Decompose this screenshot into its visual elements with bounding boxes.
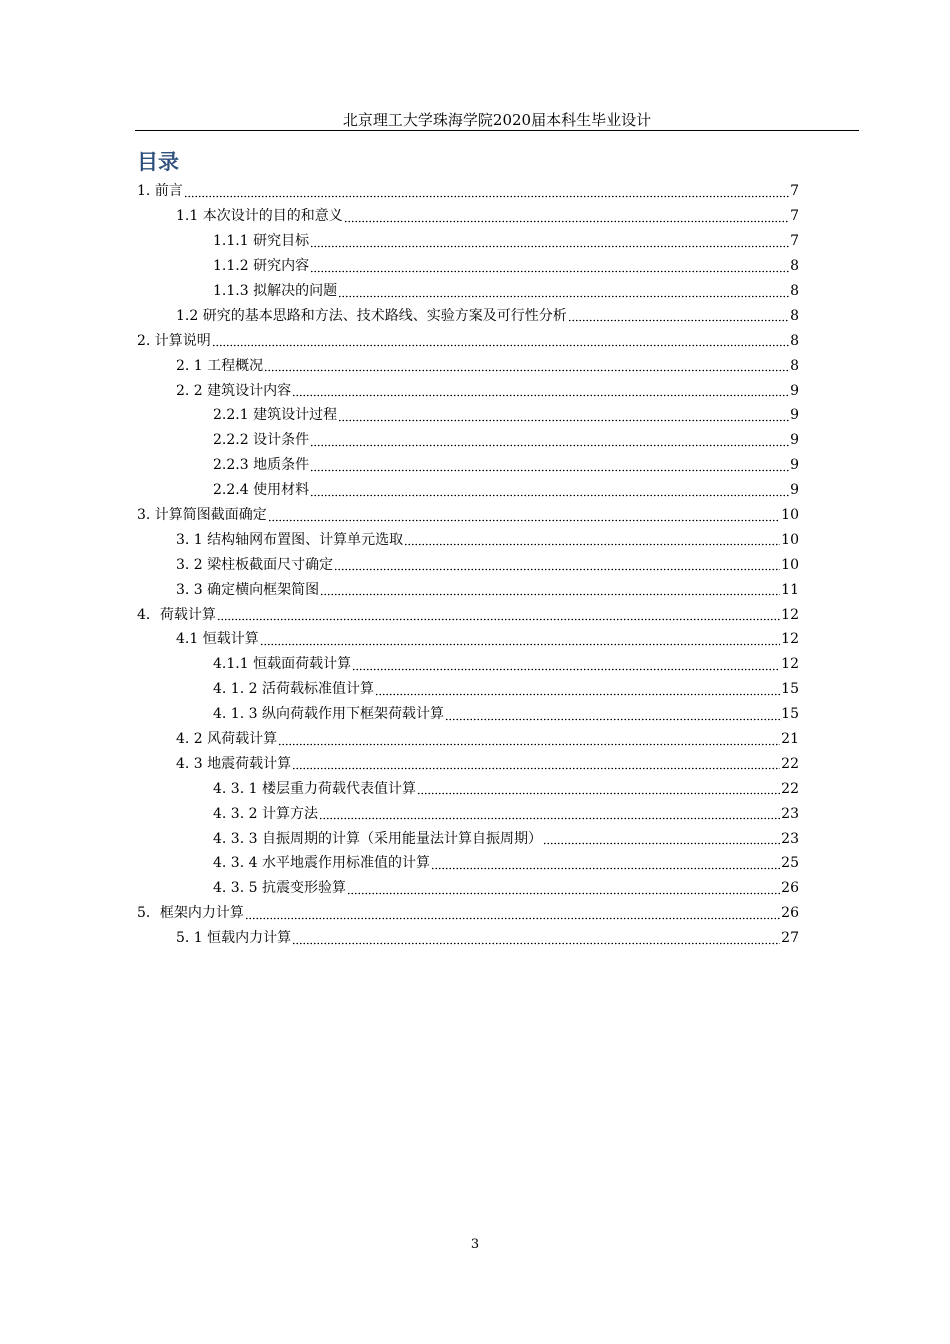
- toc-entry-text: 4. 3 地震荷载计算: [176, 755, 292, 772]
- running-header: 北京理工大学珠海学院2020届本科生毕业设计: [342, 111, 652, 129]
- dot-leader: [543, 832, 780, 845]
- toc-entry[interactable]: [0, 801, 950, 826]
- toc-entry-page: 25: [781, 855, 799, 872]
- dot-leader: [404, 533, 780, 546]
- table-of-contents: [0, 179, 950, 951]
- toc-entry-text: 2.2.4 使用材料: [213, 482, 310, 499]
- dot-leader: [352, 658, 780, 671]
- toc-entry-page: 23: [781, 805, 799, 822]
- dot-leader: [320, 583, 780, 596]
- dot-leader: [417, 782, 780, 795]
- toc-entry[interactable]: [0, 254, 950, 279]
- toc-entry[interactable]: [0, 627, 950, 652]
- toc-entry-text: 1. 前言: [137, 183, 183, 200]
- toc-entry[interactable]: [0, 303, 950, 328]
- toc-entry[interactable]: [0, 652, 950, 677]
- toc-entry-page: 23: [781, 830, 799, 847]
- toc-entry-page: 8: [790, 283, 799, 299]
- toc-entry-text: 4. 3. 3 自振周期的计算（采用能量法计算自振周期）: [213, 830, 542, 847]
- toc-entry-text: 3. 1 结构轴网布置图、计算单元选取: [176, 531, 404, 548]
- toc-entry[interactable]: [0, 453, 950, 478]
- toc-entry-text: 2.2.1 建筑设计过程: [213, 407, 338, 424]
- toc-entry-text: 4. 1. 2 活荷载标准值计算: [213, 681, 374, 698]
- toc-entry-text: 4. 3. 1 楼层重力荷载代表值计算: [213, 780, 416, 797]
- toc-entry[interactable]: [0, 204, 950, 229]
- toc-entry-text: 5．框架内力计算: [137, 905, 244, 922]
- toc-entry[interactable]: [0, 527, 950, 552]
- toc-entry[interactable]: [0, 428, 950, 453]
- toc-entry[interactable]: [0, 826, 950, 851]
- toc-entry-text: 4.1 恒载计算: [176, 631, 259, 648]
- toc-entry-page: 11: [781, 581, 799, 598]
- toc-entry-page: 15: [781, 706, 799, 723]
- toc-entry[interactable]: [0, 353, 950, 378]
- dot-leader: [334, 558, 780, 571]
- toc-entry[interactable]: [0, 926, 950, 951]
- toc-entry-page: 7: [790, 208, 799, 225]
- toc-entry[interactable]: [0, 727, 950, 752]
- toc-entry-page: 8: [790, 332, 799, 349]
- toc-entry-page: 27: [781, 930, 799, 947]
- toc-entry-page: 9: [790, 407, 799, 424]
- dot-leader: [431, 857, 780, 870]
- dot-leader: [212, 334, 789, 347]
- toc-entry-page: 22: [781, 755, 799, 772]
- toc-entry-page: 9: [790, 432, 799, 449]
- dot-leader: [445, 708, 780, 721]
- toc-entry-text: 3. 计算简图截面确定: [137, 507, 267, 524]
- toc-entry-page: 7: [790, 183, 799, 200]
- toc-entry-page: 26: [781, 905, 799, 922]
- toc-entry[interactable]: [0, 751, 950, 776]
- toc-entry[interactable]: [0, 503, 950, 528]
- toc-entry-page: 12: [781, 656, 799, 673]
- toc-entry[interactable]: [0, 577, 950, 602]
- toc-entry-text: 4. 3. 2 计算方法: [213, 805, 318, 822]
- toc-entry-page: 22: [781, 780, 799, 797]
- toc-entry-text: 4. 1. 3 纵向荷载作用下框架荷载计算: [213, 706, 444, 723]
- toc-entry-text: 4. 3. 5 抗震变形验算: [213, 880, 346, 897]
- dot-leader: [347, 882, 780, 895]
- dot-leader: [338, 285, 789, 298]
- dot-leader: [310, 434, 789, 447]
- toc-entry-text: 4.1.1 恒载面荷载计算: [213, 656, 352, 673]
- toc-entry-page: 21: [781, 731, 799, 748]
- toc-entry[interactable]: [0, 552, 950, 577]
- dot-leader: [568, 309, 789, 322]
- toc-entry-page: 9: [790, 382, 799, 399]
- toc-entry-text: 1.1.2 研究内容: [213, 258, 310, 275]
- toc-entry-text: 4. 2 风荷载计算: [176, 731, 278, 748]
- page-number: 3: [470, 1237, 480, 1252]
- toc-entry-page: 10: [781, 531, 799, 548]
- toc-entry-text: 2. 计算说明: [137, 332, 211, 349]
- toc-entry[interactable]: [0, 876, 950, 901]
- dot-leader: [310, 260, 789, 273]
- toc-entry-text: 3. 3 确定横向框架简图: [176, 581, 320, 598]
- toc-entry[interactable]: [0, 677, 950, 702]
- toc-entry[interactable]: [0, 229, 950, 254]
- dot-leader: [278, 733, 780, 746]
- toc-entry-page: 9: [790, 457, 799, 474]
- toc-entry-text: 4. 3. 4 水平地震作用标准值的计算: [213, 855, 430, 872]
- dot-leader: [260, 633, 780, 646]
- dot-leader: [292, 757, 780, 770]
- toc-entry-page: 8: [790, 258, 799, 275]
- dot-leader: [310, 235, 789, 248]
- dot-leader: [319, 807, 780, 820]
- dot-leader: [310, 484, 789, 497]
- toc-entry-page: 26: [781, 880, 799, 897]
- toc-entry-text: 2.2.2 设计条件: [213, 432, 310, 449]
- dot-leader: [375, 683, 780, 696]
- toc-entry-page: 10: [781, 556, 799, 573]
- dot-leader: [245, 907, 780, 920]
- toc-entry-page: 9: [790, 482, 799, 499]
- toc-entry-text: 3. 2 梁柱板截面尺寸确定: [176, 556, 334, 573]
- toc-entry[interactable]: [0, 901, 950, 926]
- dot-leader: [310, 459, 789, 472]
- toc-entry-text: 4．荷载计算: [137, 606, 216, 623]
- toc-entry-text: 1.1.1 研究目标: [213, 233, 310, 250]
- dot-leader: [217, 608, 780, 621]
- toc-entry-text: 2. 1 工程概况: [176, 357, 264, 374]
- toc-entry-page: 8: [790, 357, 799, 374]
- toc-entry-page: 8: [790, 307, 799, 324]
- toc-title: 目录: [137, 150, 179, 174]
- toc-entry[interactable]: [0, 602, 950, 627]
- toc-entry-text: 1.1 本次设计的目的和意义: [176, 208, 343, 225]
- toc-entry-page: 7: [790, 233, 799, 250]
- toc-entry-text: 1.2 研究的基本思路和方法、技术路线、实验方案及可行性分析: [176, 307, 567, 324]
- dot-leader: [292, 384, 789, 397]
- toc-entry-text: 5. 1 恒载内力计算: [176, 930, 292, 947]
- header-rule: [135, 130, 859, 131]
- toc-entry[interactable]: [0, 403, 950, 428]
- dot-leader: [344, 210, 789, 223]
- toc-entry-text: 2.2.3 地质条件: [213, 457, 310, 474]
- dot-leader: [184, 185, 789, 198]
- toc-entry[interactable]: [0, 478, 950, 503]
- toc-entry[interactable]: [0, 776, 950, 801]
- toc-entry[interactable]: [0, 378, 950, 403]
- toc-entry-page: 12: [781, 606, 799, 623]
- toc-entry-page: 15: [781, 681, 799, 698]
- toc-entry[interactable]: [0, 279, 950, 304]
- toc-entry[interactable]: [0, 328, 950, 353]
- toc-entry-page: 10: [781, 507, 799, 524]
- toc-entry-page: 12: [781, 631, 799, 648]
- dot-leader: [292, 932, 780, 945]
- toc-entry-text: 1.1.3 拟解决的问题: [213, 283, 338, 299]
- toc-entry-text: 2. 2 建筑设计内容: [176, 382, 292, 399]
- dot-leader: [264, 359, 789, 372]
- dot-leader: [268, 509, 780, 522]
- toc-entry[interactable]: [0, 179, 950, 204]
- toc-entry[interactable]: [0, 851, 950, 876]
- toc-entry[interactable]: [0, 702, 950, 727]
- dot-leader: [338, 409, 789, 422]
